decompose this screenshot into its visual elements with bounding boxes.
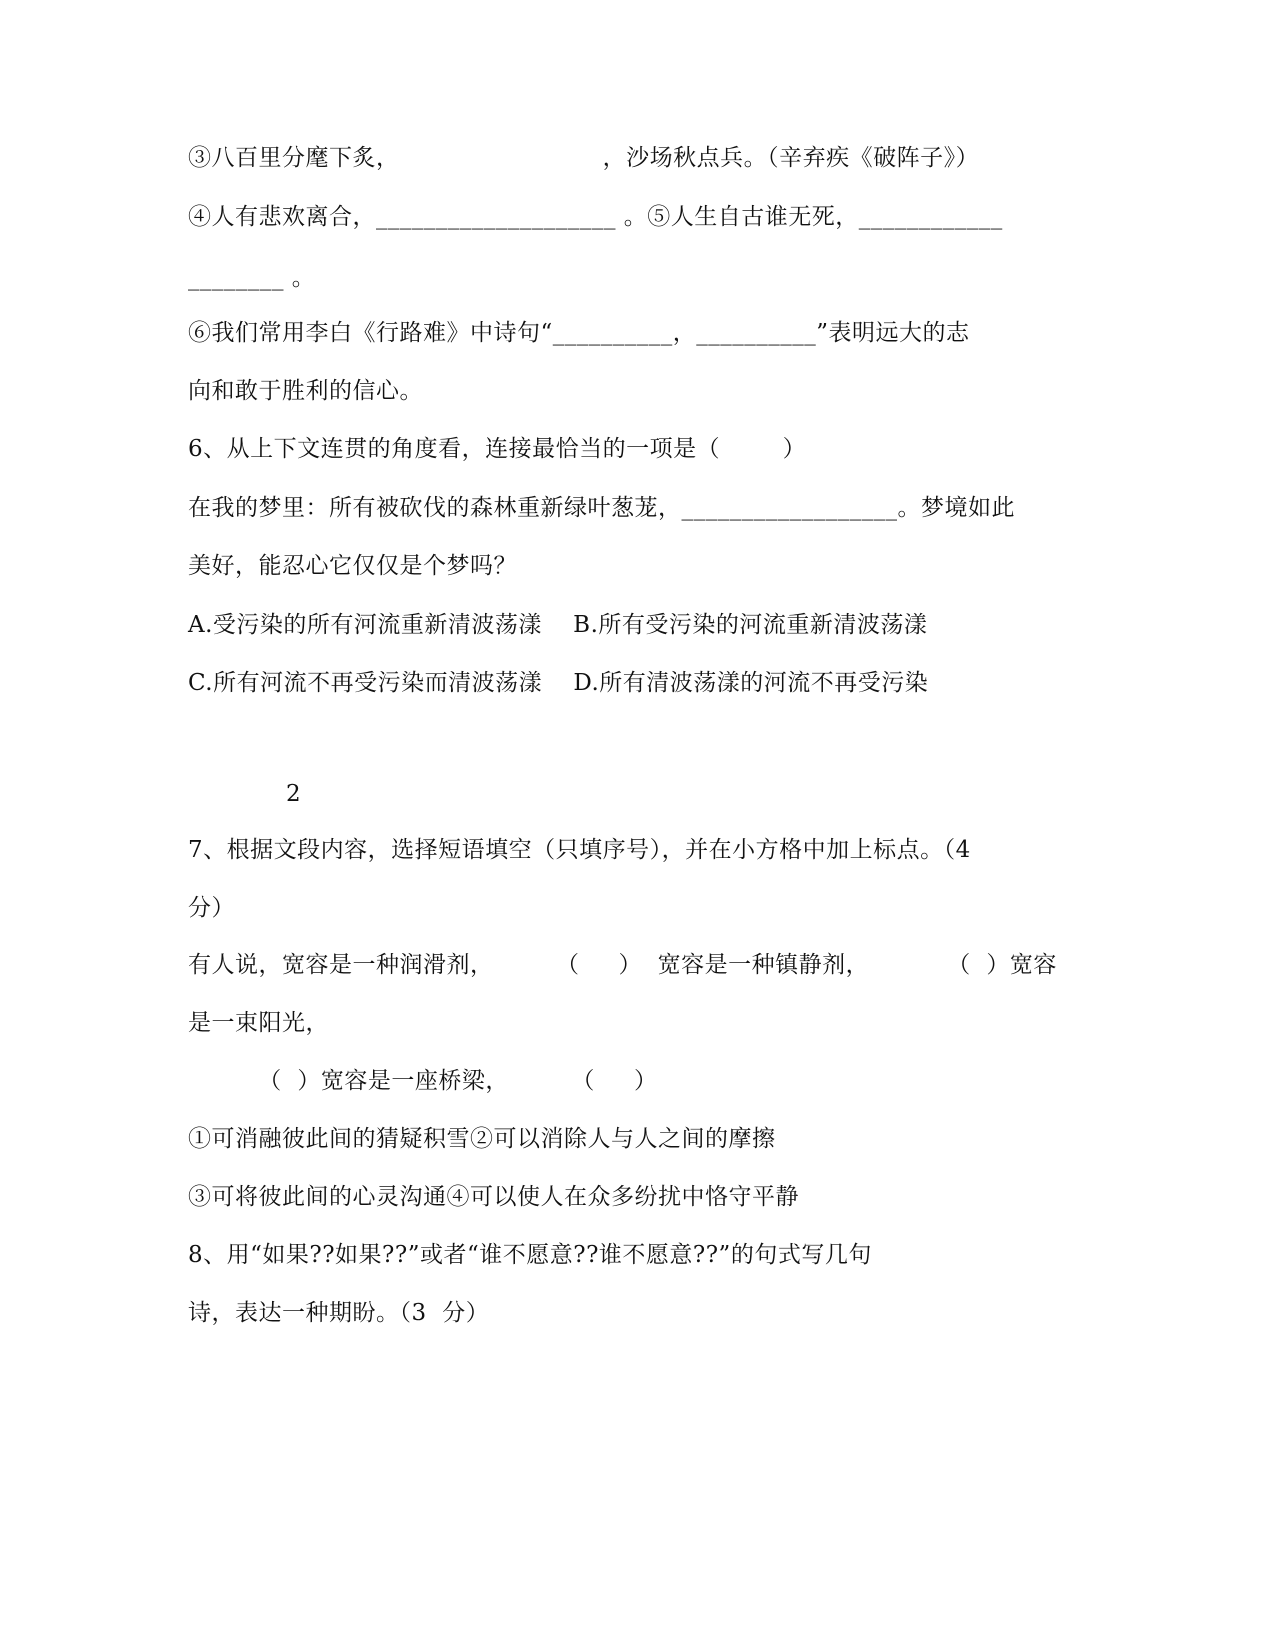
page-number: 2 [286, 781, 301, 807]
question-6-passage-cont: 美好，能忍心它仅仅是个梦吗？ [188, 553, 517, 579]
question-6-stem: 6、从上下文连贯的角度看，连接最恰当的一项是（ ） [188, 436, 807, 462]
poem-fill-line-5-cont: ________ 。 [188, 265, 316, 291]
question-8-stem: 8、用“如果??如果??”或者“谁不愿意??谁不愿意??”的句式写几句 [188, 1242, 872, 1268]
question-7-stem: 7、根据文段内容，选择短语填空（只填序号），并在小方格中加上标点。（4 [188, 837, 971, 863]
question-7-stem-cont: 分） [188, 895, 235, 921]
question-7-passage: 有人说，宽容是一种润滑剂， （ ） 宽容是一种镇静剂， （ ）宽容 [188, 952, 1057, 978]
poem-fill-line-6: ⑥我们常用李白《行路难》中诗句“__________，__________”表明远大的志 [188, 320, 970, 346]
question-7-choices-3-4: ③可将彼此间的心灵沟通④可以使人在众多纷扰中恪守平静 [188, 1184, 799, 1210]
question-7-passage-cont-2: （ ）宽容是一座桥梁， （ ） [188, 1068, 658, 1094]
question-6-options-ab: A.受污染的所有河流重新清波荡漾 B.所有受污染的河流重新清波荡漾 [188, 612, 928, 638]
question-6-passage: 在我的梦里：所有被砍伐的森林重新绿叶葱茏，__________________。梦境如此 [188, 495, 1015, 521]
question-6-options-cd: C.所有河流不再受污染而清波荡漾 D.所有清波荡漾的河流不再受污染 [188, 670, 929, 696]
poem-fill-line-4-5: ④人有悲欢离合，____________________ 。⑤人生自古谁无死，____________ [188, 204, 1003, 230]
question-7-choices-1-2: ①可消融彼此间的猜疑积雪②可以消除人与人之间的摩擦 [188, 1126, 776, 1152]
question-8-stem-cont: 诗，表达一种期盼。（3 分） [188, 1300, 490, 1326]
poem-fill-line-6-cont: 向和敢于胜利的信心。 [188, 378, 423, 404]
poem-fill-line-3: ③八百里分麾下炙， ，沙场秋点兵。（辛弃疾《破阵子》） [188, 145, 980, 171]
question-7-passage-cont: 是一束阳光， [188, 1010, 329, 1036]
